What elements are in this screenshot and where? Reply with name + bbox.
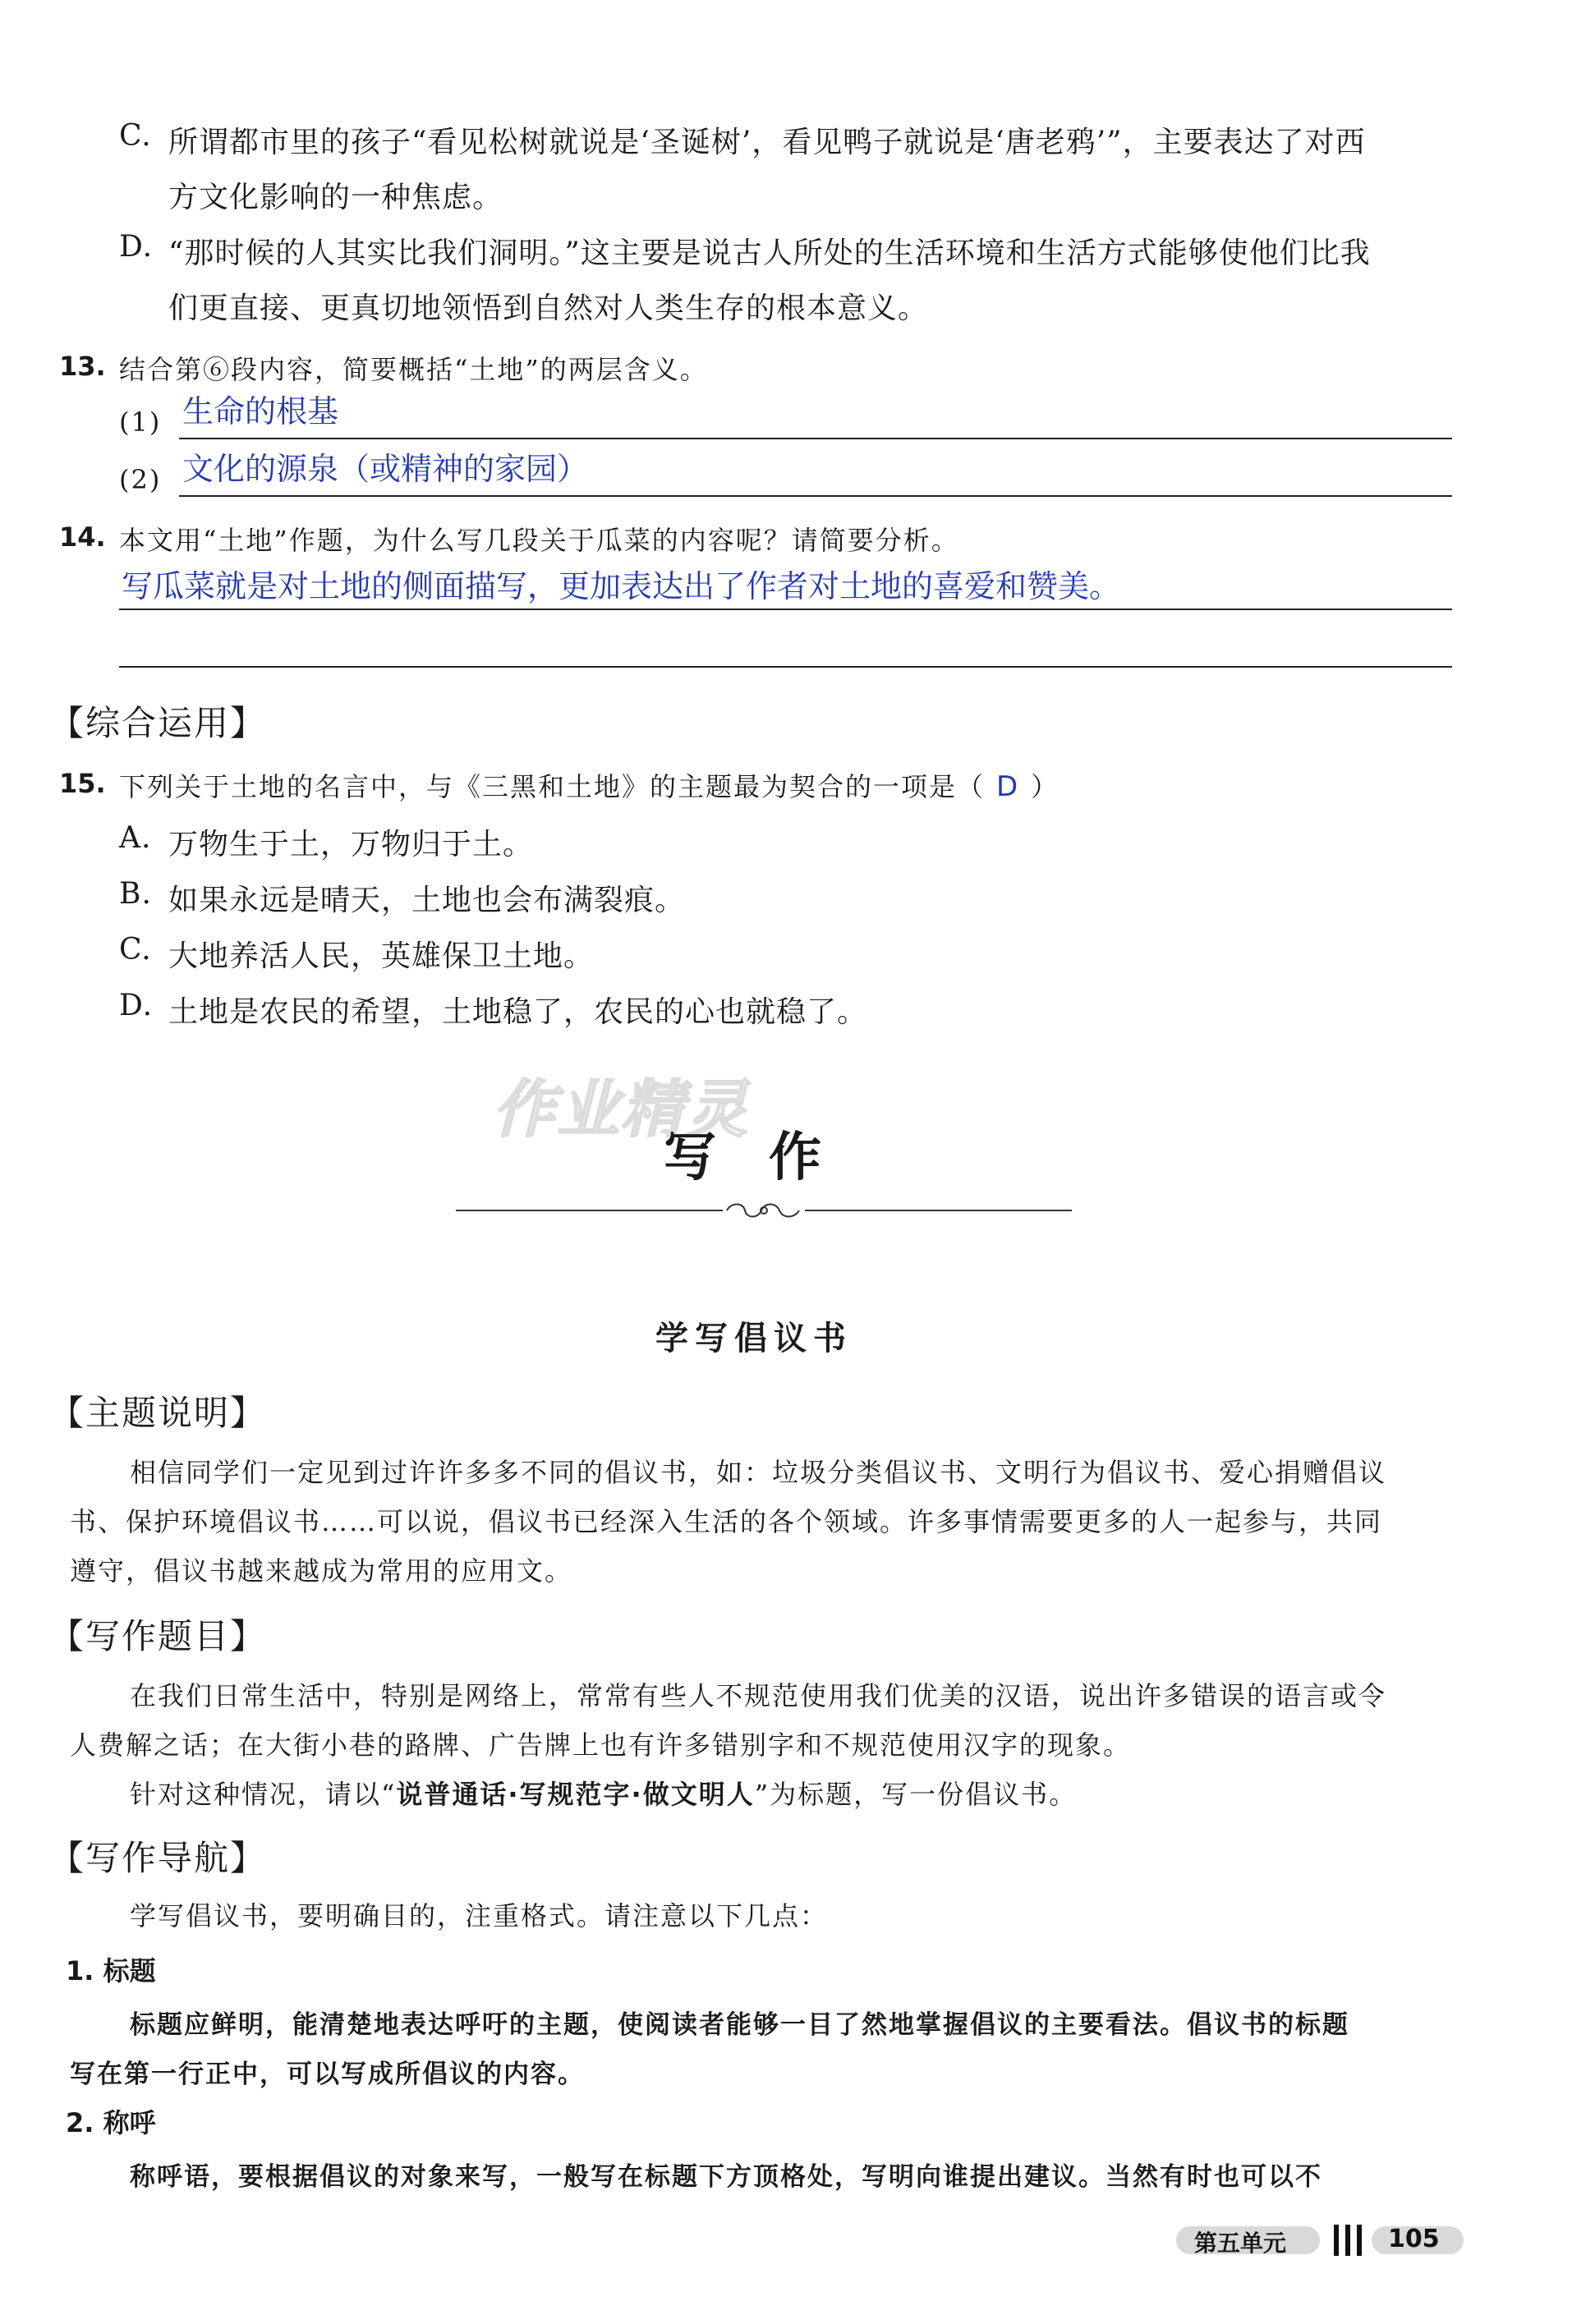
title-divider: [456, 1201, 1072, 1220]
topic-line-3-prefix: 针对这种情况，请以“: [130, 1779, 397, 1810]
q13-question: 结合第⑥段内容，简要概括“土地”的两层含义。: [119, 354, 708, 385]
footer-bar-2: [1345, 2225, 1350, 2256]
q15-option-c-label: C.: [119, 933, 152, 967]
theme-line-3: 遵守，倡议书越来越成为常用的应用文。: [70, 1555, 573, 1587]
q12-option-c-line1: 所谓都市里的孩子“看见松树就说是‘圣诞树’，看见鸭子就说是‘唐老鸦’”，主要表达了对西: [168, 126, 1366, 159]
q15-question: [119, 766, 1059, 804]
topic-line-1: 在我们日常生活中，特别是网络上，常常有些人不规范使用我们优美的汉语，说出许多错误的语言或令: [130, 1680, 1387, 1711]
q15-option-c-text: 大地养活人民，英雄保卫土地。: [168, 939, 595, 973]
q15-answer: D: [996, 770, 1020, 803]
q14-question: 本文用“土地”作题，为什么写几段关于瓜菜的内容呢？请简要分析。: [119, 525, 959, 556]
section-heading-comprehensive: 【综合运用】: [49, 703, 267, 743]
guide-intro: 学写倡议书，要明确目的，注重格式。请注意以下几点：: [130, 1900, 829, 1931]
topic-line-3: [130, 1774, 1077, 1812]
q14-answer-line-2: [119, 666, 1452, 668]
q13-answer-line-1: [179, 438, 1452, 439]
q15-option-a-label: A.: [119, 821, 152, 855]
q15-option-b-text: 如果永远是晴天，土地也会布满裂痕。: [168, 884, 686, 917]
guide-item-2-title: 2. 称呼: [66, 2107, 156, 2138]
q12-option-d-label: D.: [119, 230, 154, 264]
watermark: 作业精灵: [493, 1072, 749, 1146]
writing-title: 写 作: [664, 1128, 821, 1188]
q13-answer-2: 文化的源泉（或精神的家园）: [182, 451, 589, 487]
q13-number: 13.: [59, 351, 106, 382]
topic-line-3-suffix: ”为标题，写一份倡议书。: [754, 1779, 1078, 1810]
q12-option-d-line1: “那时候的人其实比我们洞明。”这主要是说古人所处的生活环境和生活方式能够使他们比我: [168, 237, 1371, 270]
page-number: 105: [1388, 2225, 1440, 2253]
q13-answer-line-2: [179, 495, 1452, 497]
topic-line-2: 人费解之话；在大街小巷的路牌、广告牌上也有许多错别字和不规范使用汉字的现象。: [70, 1729, 1132, 1761]
q12-option-c-line2: 方文化影响的一种焦虑。: [168, 181, 503, 214]
q13-label-1: (1): [119, 406, 162, 438]
theme-line-2: 书、保护环境倡议书……可以说，倡议书已经深入生活的各个领域。许多事情需要更多的人一起参与，共同: [70, 1506, 1383, 1537]
q13-answer-1: 生命的根基: [182, 393, 339, 429]
q15-option-a-text: 万物生于土，万物归于土。: [168, 828, 534, 861]
theme-line-1: 相信同学们一定见到过许许多多不同的倡议书，如：垃圾分类倡议书、文明行为倡议书、爱心捐赠倡议: [130, 1457, 1387, 1488]
q15-option-b-label: B.: [119, 877, 152, 911]
guide-item-2-line-1: 称呼语，要根据倡议的对象来写，一般写在标题下方顶格处，写明向谁提出建议。当然有时也可以不: [130, 2162, 1322, 2192]
q15-option-d-label: D.: [119, 989, 154, 1022]
q14-answer-line-1: [119, 609, 1452, 610]
footer-bar-1: [1334, 2225, 1339, 2256]
q14-number: 14.: [59, 521, 106, 553]
guide-item-1-line-1: 标题应鲜明，能清楚地表达呼吁的主题，使阅读者能够一目了然地掌握倡议的主要看法。倡议书的标题: [130, 2010, 1349, 2040]
q14-answer: 写瓜菜就是对土地的侧面描写，更加表达出了作者对土地的喜爱和赞美。: [122, 568, 1121, 604]
q15-number: 15.: [59, 768, 106, 799]
section-heading-topic: 【写作题目】: [49, 1616, 267, 1656]
footer: [1176, 2221, 1468, 2259]
topic-essay-title: 说普通话·写规范字·做文明人: [396, 1779, 755, 1810]
q12-option-c-label: C.: [119, 119, 152, 153]
q12-option-d-line2: 们更直接、更真切地领悟到自然对人类生存的根本意义。: [168, 292, 929, 325]
writing-subtitle: 学写倡议书: [655, 1320, 853, 1357]
q15-question-prefix: 下列关于土地的名言中，与《三黑和土地》的主题最为契合的一项是（: [119, 771, 986, 802]
guide-item-1-line-2: 写在第一行正中，可以写成所倡议的内容。: [70, 2060, 585, 2089]
section-heading-theme: 【主题说明】: [49, 1393, 267, 1433]
guide-item-1-title: 1. 标题: [66, 1955, 156, 1986]
q15-option-d-text: 土地是农民的希望，土地稳了，农民的心也就稳了。: [168, 995, 868, 1029]
footer-bar-3: [1357, 2225, 1362, 2256]
q15-question-suffix: ）: [1031, 771, 1060, 802]
q13-label-2: (2): [119, 464, 162, 495]
ornament-icon: [456, 1201, 1072, 1220]
footer-unit-label: 第五单元: [1194, 2230, 1287, 2257]
section-heading-guide: 【写作导航】: [49, 1838, 267, 1878]
